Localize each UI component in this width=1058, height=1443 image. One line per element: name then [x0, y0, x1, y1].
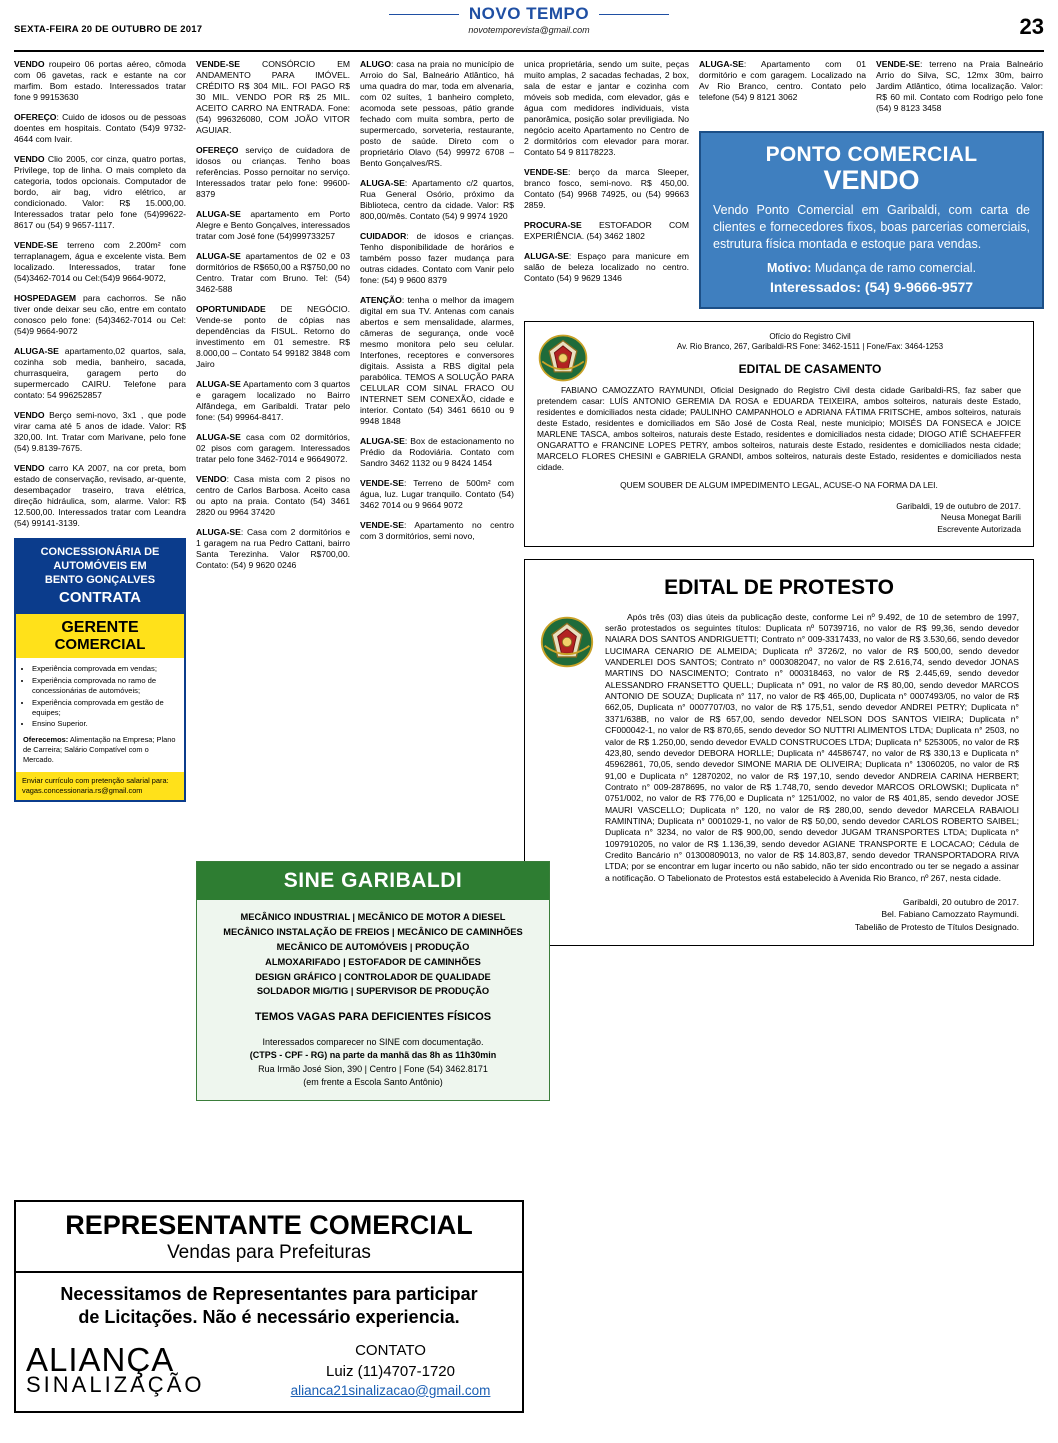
contato-label: CONTATO [355, 1341, 426, 1359]
protesto-sign-line2: Bel. Fabiano Camozzato Raymundi. [881, 909, 1019, 920]
concessionaria-line-1: CONCESSIONÁRIA DE [40, 546, 160, 558]
classifieds-grid [14, 59, 1044, 946]
ponto-body: Vendo Ponto Comercial em Garibaldi, com carta de clientes e fornecedores fixos, boas parcerias comerciais, estrutura física montada e estoque para vendas. [713, 203, 1030, 251]
protesto-text: Após três (03) dias úteis da publicação deste, conforme Lei nº 9.492, de 10 de setembro de 1997, serão protestados os seguintes títulos: Duplicata nº 50739716, no valor de R$ 99,36, sendo devedor NAIARA DOS SANTOS ANDRIGUETTI; Contrato n° 009-3317433, no valor de R$ 3.530,66, sendo devedor LUCIMARA CENARIO DE ALMEIDA; Duplicata nº 3726/2, no valor de R$ 500,00, sendo devedor VANDERLEI DOS SANTOS; Contrato n° 0003082047, no valor de R$ 2.616,74, sendo devedor JONAS MARTINS DO NASCIMENTO; Contrato n° 000318463, no valor de R$ 2.445,69, sendo devedor ALESSANDRO FRANSETTO QUELL; Duplicata n° 091, no valor de R$ 80,00, sendo devedor MARCOS ANTONIO DE SOUZA; Duplicata n° 117, no valor de R$ 465,00, Duplicata n° 0007493/05, no valor de R$ 662,05, Duplicata n° 0007707/03, no valor de R$ 175,51, sendo devedor ANDREI PETRY; Duplicata n° 3371/638B, no valor de R$ 657,00, sendo devedor NELSON DOS SANTOS VIEIRA; Duplicata n° CF000042-1, no valor de R$ 870,65, sendo devedor SO NUTTRI ALIMENTOS LTDA; Duplicata n° 2503, no valor de R$ 1.250,00, sendo devedor EVALD CONSTRUCOES LTDA; Duplicata n° 5253005, no valor de R$ 423,80, sendo devedor DEBORA HORLLE; Duplicata n° 44586747, no valor de R$ 330,13 e Duplicata n° 45962861, 70,05, sendo devedor SIMONE MARIA DE OLIVEIRA; Duplicata n° 13060205, no valor de R$ 91,00 e Duplicata n° 12870202, no valor de R$ 197,10, sendo devedor ANDREIA CARINA HERBERT; Contrato n° 009-2878695, no valor de R$ 1.748,70, sendo devedor MARCOS ORLOWSKI; Duplicata n° 0751/002, no valor de R$ 776,00 e Duplicata n° 1251/002, no valor de R$ 401,85, sendo devedor JOSE MAURI VASCELLO; Duplicata n° 120, no valor de R$ 280,00, sendo devedor MARCELA RABAIOLI RAMINTINA; Duplicata n° 0001029-1, no valor de R$ 50,00, sendo devedor CARLOS ROBERTO SAIBEL; Duplicata n° 3234, no valor de R$ 900,00, sendo devedor JUGAM TRANSPORTES LTDA; Duplicata n° 1097910205, no valor de R$ 1.136,39, sendo devedor AGIANE TRANSPORTE E LOCACAO; Cédula de Credito Bancário n° 01300809013, no valor de R$ 14.803,87, sendo devedor TRANSPORTADORA RIVA LTDA; por se encontrar em lugar incerto ou não sabido, não ter sido encontrado ou ter se negado a assinar a notificação. O Tabelionato de Protestos está estabelecido à Avenida Rio Branco, nº 267, nesta cidade. [605, 611, 1019, 883]
concessionaria-header [16, 540, 184, 614]
concessionaria-line-2: AUTOMÓVEIS EM [53, 559, 147, 572]
column-5-6 [699, 59, 1044, 309]
classified-ad: VENDO Clio 2005, cor cinza, quatro portas, Privilege, top de linha. O mais completo da categoria, todos opcionais. Computador de bordo, air bag, vidro elétrico, ar condicionado. Valor: R$ 15.000,00. Interessados tratar pelo fone (54)99622-8617 ou (54) 9 9657-1117. [14, 154, 186, 230]
cargo-line-2: COMERCIAL [54, 635, 146, 653]
representante-text-line1: Necessitamos de Representantes para participar [60, 1284, 478, 1304]
sine-vaga-line: MECÂNICO INSTALAÇÃO DE FREIOS | MECÂNICO DE CAMINHÕES [223, 926, 523, 937]
alianca-tagline: SINALIZAÇÃO [26, 1372, 205, 1398]
edital-header [537, 332, 1021, 386]
ponto-motivo-label: Motivo: [766, 260, 812, 275]
requisito-item: • Ensino Superior. [32, 719, 177, 729]
cargo-line-1: GERENTE [61, 619, 139, 636]
classified-ad: VENDO: Casa mista com 2 pisos no centro de Carlos Barbosa. Aceito casa ou apto na praia. Contato (54) 3461 2820 ou 9964 37420 [196, 474, 350, 517]
concessionaria-email[interactable]: vagas.concessionaria.rs@gmail.com [22, 785, 143, 795]
edital-casamento [524, 321, 1034, 547]
contato-email[interactable]: alianca21sinalizacao@gmail.com [290, 1382, 491, 1398]
sine-body [197, 900, 549, 1100]
masthead-divider [14, 50, 1044, 52]
concessionaria-mail-label: Enviar currículo com pretenção salarial para: [22, 775, 169, 785]
classified-ad: ALUGA-SE: Espaço para manicure em salão de beleza localizado no centro. Contato (54) 9 9629 1346 [524, 251, 689, 283]
classified-ad: OFEREÇO serviço de cuidadora de idosos ou crianças. Tenho boas referências. Posso pernoitar no serviço. Interessados tratar pelo fone: 99600-8379 [196, 145, 350, 199]
sine-footer [209, 1036, 537, 1090]
classified-ad: ALUGA-SE: Casa com 2 dormitórios e 1 garagem na rua Pedro Cattani, bairro Santa Terezinha. Valor R$700,00. Contato: (54) 9 9620 0246 [196, 527, 350, 570]
classified-ad: PROCURA-SE ESTOFADOR COM EXPERIÊNCIA. (54) 3462 1802 [524, 220, 689, 241]
sine-title: SINE GARIBALDI [197, 862, 549, 900]
contato-name: Luiz (11)4707-1720 [326, 1362, 455, 1380]
ponto-comercial-ad [699, 131, 1044, 309]
classified-ad: ALUGA-SE apartamento em Porto Alegre e Bento Gonçalves, interessados tratar com José fone (54)999733257 [196, 209, 350, 241]
classified-ad: ATENÇÃO: tenha o melhor da imagem digital em sua TV. Antenas com canais abertos e sem mensalidade, alarmes, câmeras de segurança, onde você mesmo monitora pelo seu celular. Interfones, receptores e conversores digitais. Assista a RBS digital pela parabólica. TEMOS A SOLUÇÃO PARA CELULAR COM SINAL FRACO OU INTERNET SEM CONEXÃO, cidade e interior. Contato (54) 3461 6610 ou 9 9948 1848 [360, 295, 514, 426]
classified-ad: VENDE-SE: Apartamento no centro com 3 dormitórios, semi novo, [360, 520, 514, 541]
classified-ad: OPORTUNIDADE DE NEGÓCIO. Vende-se ponto de cópias nas dependências da FISUL. Retorno do investimento em 01 semestre. R$ 8.000,00 – Contato 54 99182 3848 com Jairo [196, 304, 350, 369]
oferecemos-label: Oferecemos: [23, 734, 69, 744]
representante-bottom [16, 1338, 522, 1411]
concessionaria-line-3: BENTO GONÇALVES [44, 573, 156, 586]
protesto-title: EDITAL DE PROTESTO [664, 576, 894, 599]
coat-of-arms-icon [537, 332, 589, 384]
sine-foot-line: (em frente a Escola Santo Antônio) [303, 1077, 443, 1088]
classified-ad: VENDE-SE: Terreno de 500m² com água, luz. Lugar tranquilo. Contato (54) 3462 7014 ou 9 9664 9072 [360, 478, 514, 510]
edital-protesto [524, 559, 1034, 946]
concessionaria-contact [16, 772, 184, 800]
requisito-item: • Experiência comprovada no ramo de concessionárias de automóveis; [32, 676, 177, 697]
representante-contact [269, 1340, 512, 1401]
classified-ad: VENDO carro KA 2007, na cor preta, bom estado de conservação, revisado, ar-quente, desembaçador traseiro, trava elétrica, direção hidráulica, som, alarme. Valor: R$ 12.500,00. Interessados tratar com Leandra (54) 99141-3139. [14, 463, 186, 528]
edital-sign-line2: Neusa Monegat Barili [940, 512, 1021, 523]
protesto-body-wrap [539, 612, 1019, 884]
publication-title: NOVO TEMPO [468, 4, 590, 23]
classified-ad: ALUGA-SE casa com 02 dormitórios, 02 pisos com garagem. Interessados tratar pelo fone 3462-7014 e 96649072. [196, 432, 350, 464]
edital-sign-line3: Escrevente Autorizada [937, 524, 1021, 535]
column-3 [360, 59, 514, 946]
concessionaria-requisitos [16, 658, 184, 771]
representante-title: REPRESENTANTE COMERCIAL [65, 1210, 473, 1240]
ponto-title: PONTO COMERCIAL [765, 143, 978, 166]
sine-vaga-line: SOLDADOR MIG/TIG | SUPERVISOR DE PRODUÇÃO [256, 986, 490, 997]
concessionaria-ad [14, 538, 186, 802]
sine-vaga-line: ALMOXARIFADO | ESTOFADOR DE CAMINHÕES [265, 956, 481, 967]
column-1 [14, 59, 186, 946]
classified-ad: VENDE-SE CONSÓRCIO EM ANDAMENTO PARA IMÓVEL. CRÉDITO R$ 304 MIL. FOI PAGO R$ 30 MIL. VENDO POR R$ 25 MIL. ACEITO CARRO NA ENTRADA. Fone: (54) 996326080, COM JOÃO VITOR AGUIAR. [196, 59, 350, 135]
classified-ad: OFEREÇO: Cuido de idosos ou de pessoas doentes em hospitais. Contato (54)9 9732-4644 com Ivair. [14, 112, 186, 144]
classified-ad: VENDE-SE: terreno na Praia Balneário Arrio do Silva, SC, 12mx 30m, bairro Jardim Atlântico, ótima localização. Valor: R$ 60 mil. Contato com Rodrigo pelo fone (54) 9 8123 3458 [876, 59, 1043, 113]
sine-garibaldi-ad [196, 861, 550, 1101]
ponto-subtitle: VENDO [823, 165, 920, 195]
ponto-interessados: Interessados: (54) 9-9666-9577 [769, 278, 974, 295]
concessionaria-contrata: CONTRATA [59, 589, 141, 607]
classified-ad: VENDE-SE terreno com 2.200m² com terraplanagem, água e excelente vista. Bem localizado. Interessados, tratar fone (54)3462-7014 ou Cel:(54)9 9664-9072, [14, 240, 186, 283]
masthead [14, 0, 1044, 46]
edital-paragraph: FABIANO CAMOZZATO RAYMUNDI, Oficial Designado do Registro Civil desta cidade Garibaldi-RS, faz saber que pretendem casar: LUÍS ANTONIO GEREMIA DA ROSA e EDUARDA TEIXEIRA, ambos solteiros, naturais deste Estado, residentes e domiciliados nesta cidade; PAULINHO CAMPANHOLO e ADRIANA FÁTIMA FRITSCHE, ambos solteiros, naturais deste Estado, residentes e domiciliados em São José de Costa Real, neste municipio; MOISÉS DA FONSECA e JOICE MARLENE TASCA, ambos solteiros, naturais deste Estado, residentes e domiciliados nesta cidade; DIOGO ATIÊ SCHAEFFER ONGARATTO e FRANCINE LOPES PETRY, ambos solteiros, naturais deste Estado, residentes e domiciliados nesta cidade; MARCELO FLORES CHESINI e GABRIELA GRANDI, ambos solteiros, naturais deste Estado, residentes e domiciliados nesta cidade. [537, 385, 1021, 472]
classified-ad: VENDE-SE: berço da marca Sleeper, branco fosco, semi-novo. R$ 450,00. Contato (54) 9968 74925, ou (54) 99663 2859. [524, 167, 689, 210]
bottom-left-zone [14, 855, 550, 1101]
column-4 [524, 59, 689, 309]
classified-ad: ALUGA-SE: Apartamento c/2 quartos, Rua General Osório, próximo da Biblioteca, centro da cidade. Valor: R$ 800,00/mês. Contato (54) 9 9974 1920 [360, 178, 514, 221]
classified-ad: ALUGO: casa na praia no município de Arroio do Sal, Balneário Atlântico, há uma quadra do mar, toda em alvenaria, com 02 suítes, 1 banheiro completo, acomoda sete pessoas, pátio grande fechado com muita sombra, perto de supermercado, sorveteria, restaurante, posto de saúde. Direto com o proprietário Olavo (54) 99972 6708 – Bento Gonçalves/RS. [360, 59, 514, 168]
requisito-item: • Experiência comprovada em vendas; [32, 664, 177, 674]
oferecemos-text: Alimentação na Empresa; Plano de Carreira; Salário Compatível com o Mercado. [23, 734, 176, 765]
classified-ad: unica proprietária, sendo um suite, peças muito amplas, 2 sacadas fechadas, 2 box, sala de estar e jantar e cozinha com móveis sob medida, com elevador, gás e água com medidores individuais, vista panorâmica, posição solar previligiada. No negócio aceito Apartamento no Centro de 2 dormitórios com elevador para morar. Contato 54 9 81178223. [524, 59, 689, 157]
edital-title: EDITAL DE CASAMENTO [738, 362, 882, 377]
edital-office-line2: Av. Rio Branco, 267, Garibaldi-RS Fone: 3462-1511 | Fone/Fax: 3464-1253 [676, 342, 944, 352]
ponto-motivo [713, 261, 1030, 275]
issue-date: SEXTA-FEIRA 20 DE OUTUBRO DE 2017 [14, 24, 203, 35]
sine-foot-line: Rua Irmão José Sion, 390 | Centro | Fone (54) 3462.8171 [258, 1063, 488, 1074]
representante-zone [14, 1190, 524, 1413]
concessionaria-cargo [16, 614, 184, 658]
alianca-logo [26, 1341, 269, 1398]
classified-ad: ALUGA-SE Apartamento com 3 quartos e garagem localizado no Bairro Alfândega, em Garibaldi. Tratar pelo fone: (54) 99964-8417. [196, 379, 350, 422]
masthead-email: novotemporevista@gmail.com [468, 25, 590, 35]
edital-office-line1: Ofício do Registro Civil [769, 331, 851, 341]
classified-ad: ALUGA-SE: Box de estacionamento no Prédio da Rodoviária. Contato com Sandro 3462 1132 ou 9 8424 1454 [360, 436, 514, 468]
classified-ad: ALUGA-SE: Apartamento com 01 dormitório e com garagem. Localizado na Av Rio Branco, centro. Contato pelo telefone (54) 9 8121 3062 [699, 59, 866, 102]
edital-office [599, 332, 1021, 386]
sine-vaga-line: MECÂNICO INDUSTRIAL | MECÂNICO DE MOTOR A DIESEL [240, 912, 506, 922]
alianca-name: ALIANÇA [26, 1341, 175, 1379]
sine-deficientes: TEMOS VAGAS PARA DEFICIENTES FÍSICOS [254, 1011, 492, 1024]
coat-of-arms-icon [539, 614, 595, 670]
protesto-sign-line3: Tabelião de Protesto de Títulos Designado. [854, 921, 1019, 932]
classified-ad: VENDO Berço semi-novo, 3x1 , que pode virar cama até 5 anos de idade. Valor: R$ 320,00. Int. Tratar com Marivane, pelo fone (54) 9.8139-7675. [14, 410, 186, 453]
sine-vaga-line: DESIGN GRÁFICO | CONTROLADOR DE QUALIDADE [255, 971, 491, 982]
representante-subtitle: Vendas para Prefeituras [167, 1242, 371, 1263]
masthead-center [14, 0, 1044, 24]
sine-vaga-line: MECÂNICO DE AUTOMÓVEIS | PRODUÇÃO [276, 941, 470, 952]
classified-ad: ALUGA-SE apartamentos de 02 e 03 dormitórios de R$650,00 a R$750,00 no Centro. Tratar com Bruno. Tel: (54) 3462-588 [196, 251, 350, 294]
classified-ad: ALUGA-SE apartamento,02 quartos, sala, cozinha sob media, banheiro, sacada, churrasqueira, garagem perto do supermercado CAIRU. Telefone para contato: 54 996252857 [14, 346, 186, 400]
requisito-item: • Experiência comprovada em gestão de equipes; [32, 698, 177, 719]
edital-closing: QUEM SOUBER DE ALGUM IMPEDIMENTO LEGAL, ACUSE-O NA FORMA DA LEI. [620, 479, 938, 490]
right-zone [524, 59, 1044, 946]
protesto-sign-line1: Garibaldi, 20 outubro de 2017. [902, 896, 1019, 907]
right-top-row [524, 59, 1044, 309]
edital-sign-line1: Garibaldi, 19 de outubro de 2017. [896, 500, 1021, 511]
concessionaria-oferecemos [23, 735, 177, 766]
page-number: 23 [1019, 14, 1044, 39]
representante-text [16, 1273, 522, 1338]
sine-foot-line: Interessados comparecer no SINE com documentação. [262, 1036, 484, 1047]
sine-foot-line: (CTPS - CPF - RG) na parte da manhã das 8h as 11h30min [249, 1050, 497, 1061]
classified-ad: VENDO roupeiro 06 portas aéreo, cômoda com 06 gavetas, rack e estante na cor marfim. Bom estado. Interessados tratar fone 9 99153630 [14, 59, 186, 102]
ponto-motivo-text: Mudança de ramo comercial. [814, 260, 977, 275]
classified-ad: CUIDADOR: de idosos e crianças. Tenho disponibilidade de horários e também posso fazer mudança para outras cidades. Contato com Vanir pelo fone: (54) 9 9600 8379 [360, 231, 514, 285]
representante-text-line2: de Licitações. Não é necessário experiencia. [78, 1307, 460, 1328]
classified-ad: HOSPEDAGEM para cachorros. Se não tiver onde deixar seu cão, entre em contato conosco pelo fone: (54)3462-7014 ou Cel: (54)9 9664-9072 [14, 293, 186, 336]
protesto-signature [539, 896, 1019, 933]
edital-signature [537, 501, 1021, 536]
column-2 [196, 59, 350, 946]
representante-ad [14, 1200, 524, 1413]
